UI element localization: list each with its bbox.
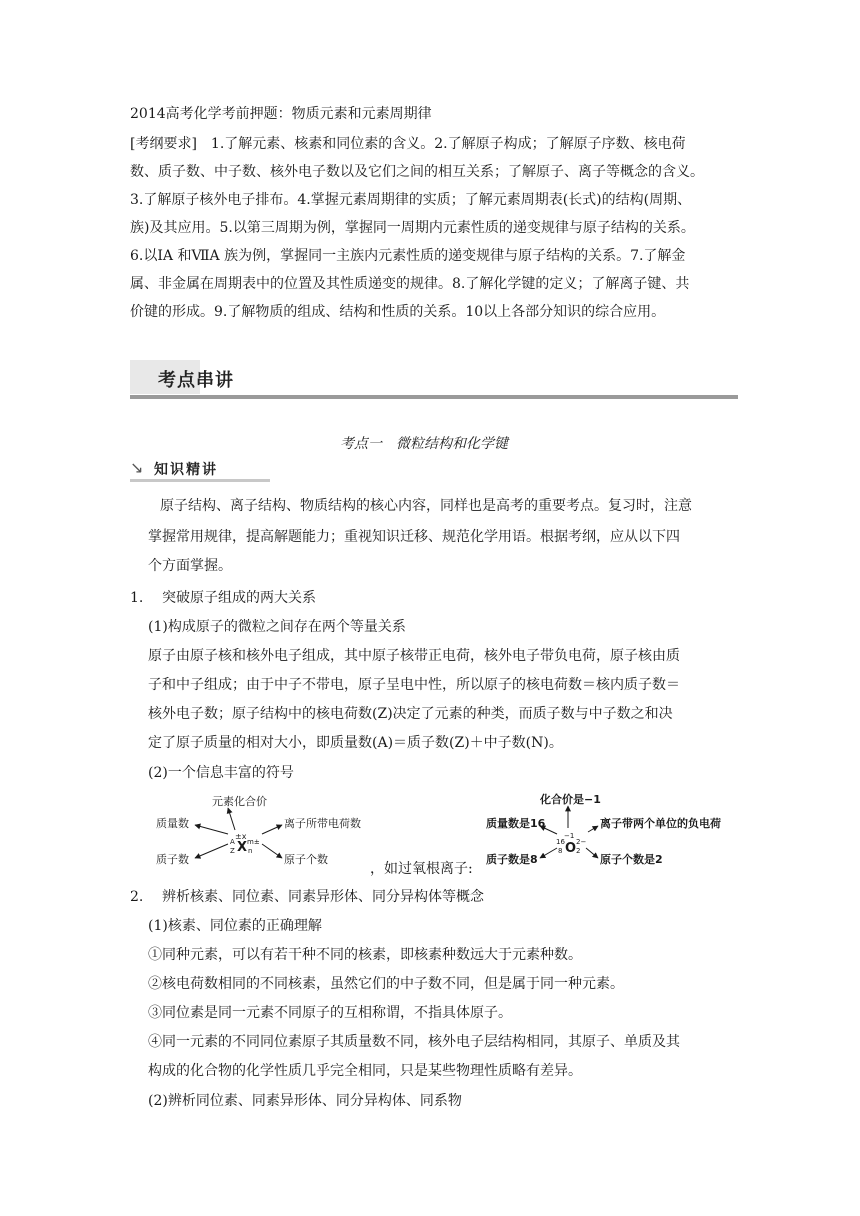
- list-item: ①同种元素，可以有若干种不同的核素，即核素种数远大于元素种数。: [148, 947, 582, 963]
- list-item: 构成的化合物的化学性质几乎完全相同，只是某些物理性质略有差异。: [148, 1063, 582, 1079]
- label-valence: 元素化合价: [212, 795, 267, 808]
- symbol-sub-right: 2: [576, 847, 581, 855]
- section-header: [130, 352, 738, 400]
- arrow-icon: ↘: [130, 458, 144, 477]
- point-title: 突破原子组成的两大关系: [162, 590, 316, 606]
- arrow-line: [195, 844, 228, 858]
- kaodian-title: 考点一 微粒结构和化学键: [340, 436, 508, 452]
- point-number: 2.: [130, 889, 144, 905]
- inline-example-text: ，如过氧根离子:: [370, 861, 473, 877]
- label-ion-charge: 离子带两个单位的负电荷: [600, 817, 721, 830]
- subsection-header: [130, 456, 270, 482]
- subpoint-title: (2)辨析同位素、同素异形体、同分异构体、同系物: [148, 1093, 462, 1109]
- arrow-line: [540, 848, 557, 858]
- subpoint-title: (2)一个信息丰富的符号: [148, 765, 294, 781]
- section-divider: [130, 395, 738, 399]
- subpoint-title: (1)构成原子的微粒之间存在两个等量关系: [148, 619, 406, 635]
- requirements-line: 数、质子数、中子数、核外电子数以及它们之间的相互关系；了解原子、离子等概念的含义。: [130, 164, 704, 180]
- paragraph-line: 子和中子组成；由于中子不带电，原子呈电中性，所以原子的核电荷数＝核内质子数＝: [148, 677, 680, 693]
- requirements-line: 属、非金属在周期表中的位置及其性质递变的规律。8.了解化学键的定义；了解离子键、共: [130, 276, 690, 292]
- requirements-line: 3.了解原子核外电子排布。4.掌握元素周期律的实质；了解元素周期表(长式)的结构(周期、: [130, 192, 692, 208]
- symbol-element: X: [237, 840, 248, 855]
- label-atom-count: 原子个数是2: [600, 853, 663, 866]
- symbol-sup-right: m±: [247, 838, 260, 846]
- label-ion-charge: 离子所带电荷数: [284, 817, 361, 830]
- arrow-line: [262, 825, 282, 834]
- requirements-line: [考纲要求] 1.了解元素、核素和同位素的含义。2.了解原子构成；了解原子序数、核电荷: [130, 136, 686, 152]
- label-proton-number: 质子数是8: [486, 853, 538, 866]
- symbol-sup-top: −1: [564, 832, 575, 840]
- requirements-line: 价键的形成。9.了解物质的组成、结构和性质的关系。10以上各部分知识的综合应用。: [130, 304, 666, 320]
- intro-line: 掌握常用规律，提高解题能力；重视知识迁移、规范化学用语。根据考纲，应从以下四: [148, 529, 680, 545]
- paragraph-line: 定了原子质量的相对大小，即质量数(A)＝质子数(Z)＋中子数(N)。: [148, 735, 563, 751]
- section-title: 考点串讲: [158, 370, 234, 391]
- peroxide-notation-diagram: [480, 786, 740, 878]
- arrow-line: [588, 826, 598, 832]
- symbol-sub-left: 8: [558, 847, 563, 855]
- point-title: 辨析核素、同位素、同素异形体、同分异构体等概念: [162, 889, 484, 905]
- symbol-sup-top: ±x: [235, 832, 247, 841]
- label-mass-number: 质量数: [156, 817, 189, 830]
- list-item: ②核电荷数相同的不同核素，虽然它们的中子数不同，但是属于同一种元素。: [148, 976, 624, 992]
- document-title: 2014高考化学考前押题：物质元素和元素周期律: [130, 106, 432, 122]
- requirements-line: 6.以ⅠA 和ⅦA 族为例，掌握同一主族内元素性质的递变规律与原子结构的关系。7.了解金: [130, 248, 686, 264]
- intro-line: 原子结构、离子结构、物质结构的核心内容，同样也是高考的重要考点。复习时，注意: [160, 498, 692, 514]
- symbol-element: O: [565, 841, 577, 856]
- label-atom-count: 原子个数: [284, 853, 328, 866]
- symbol-sub-right: n: [248, 847, 253, 855]
- symbol-sub-left: Z: [230, 847, 235, 855]
- label-mass-number: 质量数是16: [486, 817, 546, 830]
- atom-notation-diagram: [150, 792, 375, 878]
- label-valence: 化合价是−1: [540, 793, 601, 806]
- symbol-sup-right: 2−: [576, 838, 587, 846]
- arrow-line: [228, 808, 235, 830]
- symbol-sup-left: A: [230, 838, 235, 846]
- subpoint-title: (1)核素、同位素的正确理解: [148, 918, 322, 934]
- arrow-line: [586, 848, 598, 858]
- subsection-underline: [130, 479, 270, 482]
- arrow-line: [262, 844, 282, 858]
- subsection-title: 知识精讲: [154, 462, 218, 478]
- paragraph-line: 原子由原子核和核外电子组成，其中原子核带正电荷，核外电子带负电荷，原子核由质: [148, 648, 680, 664]
- point-number: 1.: [130, 590, 144, 606]
- symbol-sup-left: 16: [556, 838, 565, 846]
- list-item: ④同一元素的不同同位素原子其质量数不同，核外电子层结构相同，其原子、单质及其: [148, 1034, 680, 1050]
- requirements-line: 族)及其应用。5.以第三周期为例，掌握同一周期内元素性质的递变规律与原子结构的关系。: [130, 220, 695, 236]
- paragraph-line: 核外电子数；原子结构中的核电荷数(Z)决定了元素的种类，而质子数与中子数之和决: [148, 706, 673, 722]
- intro-line: 个方面掌握。: [148, 558, 232, 574]
- arrow-line: [195, 825, 228, 834]
- label-proton-number: 质子数: [156, 853, 189, 866]
- list-item: ③同位素是同一元素不同原子的互相称谓，不指具体原子。: [148, 1005, 512, 1021]
